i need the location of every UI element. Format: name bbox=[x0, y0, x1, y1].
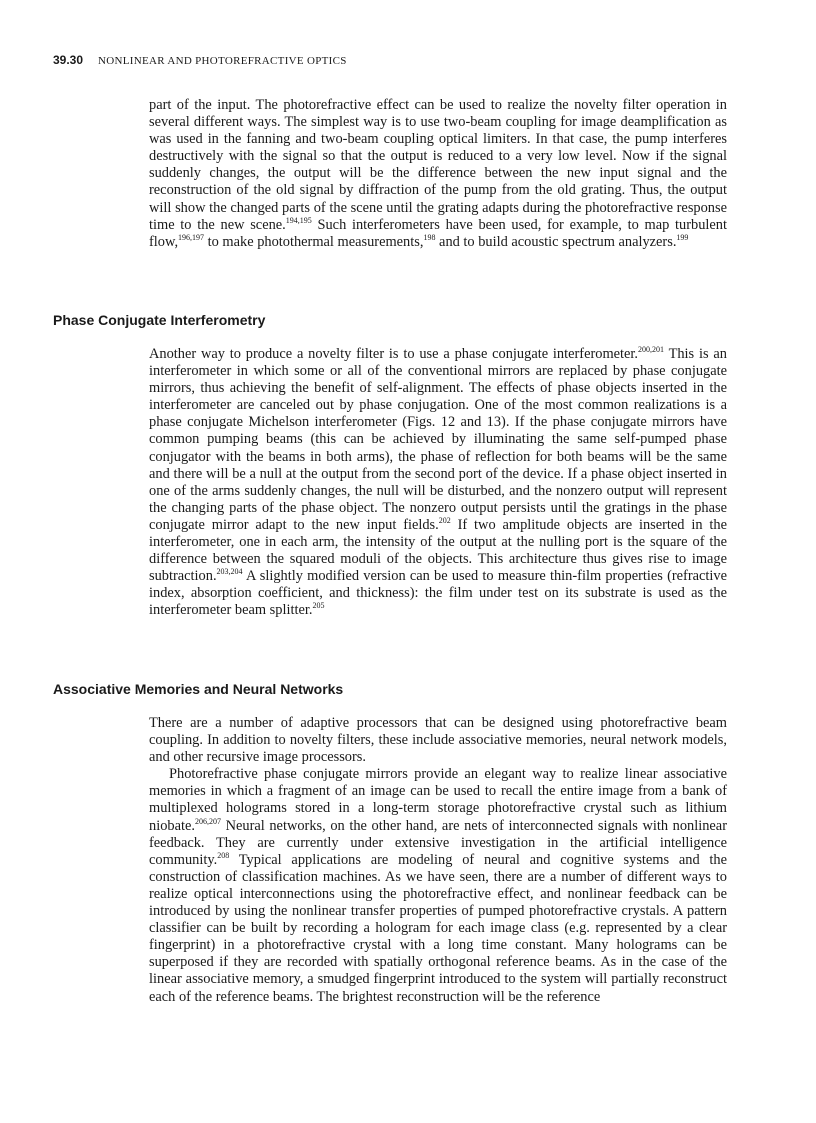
text-run: to make photothermal measurements, bbox=[204, 233, 424, 250]
section-body-phase-conjugate-interferometry bbox=[149, 346, 727, 620]
paragraph bbox=[149, 346, 727, 620]
text-run: Typical applications are modeling of neural and cognitive systems and the construction of classification machines. As we have seen, there are a number of different ways to realize optical interconnections using the photorefractive effect, and nonlinear feedback can be introduced by using the nonlinear transfer properties of pumped photorefractive crystals. A pattern classifier can be built by recording a hologram for each image class (e.g. represented by a clear fingerprint) in a photorefractive crystal with a long time constant. Many holograms can be superposed if they are recorded with spatially orthogonal reference beams. As in the case of the linear associative memory, a smudged fingerprint introduced to the system will partially reconstruct each of the reference beams. The brightest reconstruction will be the reference bbox=[149, 851, 727, 1005]
text-run: A slightly modified version can be used to measure thin-film properties (refractive index, absorption coefficient, and thickness): the film under test on its substrate is used as the interferometer beam splitter. bbox=[149, 568, 727, 619]
section-heading-phase-conjugate-interferometry: Phase Conjugate Interferometry bbox=[53, 312, 266, 328]
reference-superscript: 206,207 bbox=[194, 816, 221, 826]
text-run: Neural networks, on the other hand, are nets of interconnected signals with nonlinear feedback. They are currently under extensive investigation in the artificial intelligence community. bbox=[149, 817, 727, 868]
section-body-associative-memories bbox=[149, 715, 727, 1006]
text-run: Photorefractive phase conjugate mirrors provide an elegant way to realize linear associative memories in which a fragment of an image can be used to recall the entire image from a bank of multiplexed holograms stored in a long-term storage photorefractive crystal such as lithium niobate. bbox=[149, 766, 727, 834]
reference-superscript: 199 bbox=[676, 232, 689, 242]
reference-superscript: 200,201 bbox=[638, 345, 665, 354]
running-title: NONLINEAR AND PHOTOREFRACTIVE OPTICS bbox=[98, 55, 347, 67]
paragraph bbox=[149, 97, 727, 251]
reference-superscript: 202 bbox=[438, 515, 451, 525]
paragraph bbox=[149, 766, 727, 1005]
intro-text bbox=[149, 97, 727, 251]
reference-superscript: 196,197 bbox=[178, 232, 205, 242]
section-heading-associative-memories: Associative Memories and Neural Networks bbox=[53, 681, 344, 697]
reference-superscript: 203,204 bbox=[216, 567, 243, 577]
text-run: If two amplitude objects are inserted in the interferometer, one in each arm, the intensity of the output at the nulling port is the square of the difference between the squared moduli of the objects. This architecture thus gives rise to image subtraction. bbox=[149, 516, 727, 585]
paragraph bbox=[149, 715, 727, 766]
text-run: There are a number of adaptive processors that can be designed using photorefractive beam coupling. In addition to novelty filters, these include associative memories, neural network models, and other recursive image processors. bbox=[149, 715, 727, 766]
reference-superscript: 208 bbox=[217, 850, 230, 860]
reference-superscript: 194,195 bbox=[285, 215, 312, 225]
running-head bbox=[53, 52, 347, 69]
reference-superscript: 205 bbox=[312, 601, 325, 611]
text-run: This is an interferometer in which some or all of the conventional mirrors are replaced by phase conjugate mirrors, thus achieving the benefit of self-alignment. The effects of phase objects inserted in the interferometer are canceled out by phase conjugation. One of the most common realizations is a phase conjugate Michelson interferometer (Figs. 12 and 13). If the phase conjugate mirrors have common pumping beams (this can be achieved by illuminating the same self-pumped phase conjugator with the beams in both arms), the phase of reflection for both beams will be the same and there will be a null at the output from the second port of the device. If a phase object inserted in one of the arms suddenly changes, the null will be disturbed, and the nonzero output will represent the changing parts of the phase object. The nonzero output persists until the gratings in the phase conjugate mirror adapt to the new input fields. bbox=[149, 346, 727, 533]
page-number: 39.30 bbox=[53, 53, 84, 67]
reference-superscript: 198 bbox=[423, 232, 436, 242]
text-run: part of the input. The photorefractive effect can be used to realize the novelty filter operation in several different ways. The simplest way is to use two-beam coupling for image deamplification as was used in the fanning and two-beam coupling optical limiters. In that case, the pump interferes destructively with the signal so that the output is reduced to a very low level. Now if the signal suddenly changes, the output will be the difference between the new input signal and the reconstruction of the old signal by diffraction of the pump from the old grating. Thus, the output will show the changed parts of the scene until the grating adapts during the photorefractive response time to the new scene. bbox=[149, 97, 727, 233]
text-run: Another way to produce a novelty filter is to use a phase conjugate interferometer. bbox=[149, 346, 639, 362]
text-run: and to build acoustic spectrum analyzers. bbox=[435, 233, 677, 250]
text-run: Such interferometers have been used, for example, to map turbulent flow, bbox=[149, 216, 727, 250]
